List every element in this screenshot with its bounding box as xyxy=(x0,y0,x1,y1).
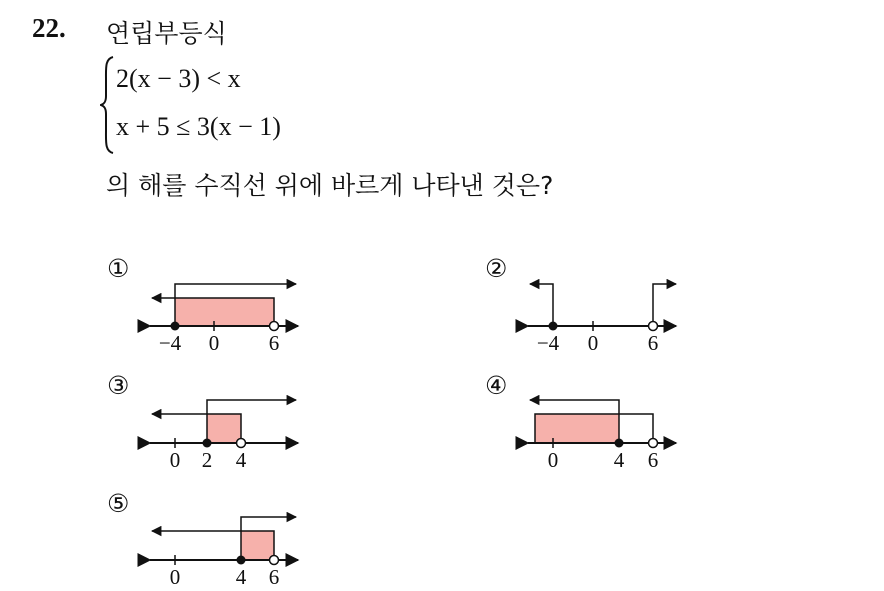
closed-point xyxy=(549,322,558,331)
tick-label: 6 xyxy=(268,565,280,589)
open-point xyxy=(237,439,246,448)
shaded-region xyxy=(207,414,241,443)
open-point xyxy=(649,439,658,448)
option-5-label[interactable]: ⑤ xyxy=(107,489,130,518)
open-point xyxy=(270,556,279,565)
option-3-number-line[interactable] xyxy=(150,400,298,472)
tick-label: −4 xyxy=(158,331,182,355)
option-4-number-line[interactable] xyxy=(528,400,676,472)
tick-label: 0 xyxy=(169,565,181,589)
option-5-number-line[interactable] xyxy=(150,517,298,589)
solution-ray-right xyxy=(653,284,676,326)
solution-ray-left xyxy=(530,284,553,326)
option-3-label[interactable]: ③ xyxy=(107,371,130,400)
tick-label: 6 xyxy=(647,448,659,472)
option-2-label[interactable]: ② xyxy=(485,254,508,283)
tick-label: 6 xyxy=(268,331,280,355)
closed-point xyxy=(615,439,624,448)
tick-label: 6 xyxy=(647,331,659,355)
option-1-number-line[interactable] xyxy=(150,284,298,355)
shaded-region xyxy=(535,414,619,443)
inequality-2: x + 5 ≤ 3(x − 1) xyxy=(116,112,281,141)
tick-label: 0 xyxy=(587,331,599,355)
tick-label: 2 xyxy=(201,448,213,472)
open-point xyxy=(649,322,658,331)
closed-point xyxy=(203,439,212,448)
tick-label: 0 xyxy=(547,448,559,472)
question-text: 의 해를 수직선 위에 바르게 나타낸 것은? xyxy=(106,171,554,200)
tick-label: 4 xyxy=(235,565,247,589)
closed-point xyxy=(171,322,180,331)
tick-label: 0 xyxy=(208,331,220,355)
tick-label: −4 xyxy=(536,331,560,355)
option-2-number-line[interactable] xyxy=(528,284,676,355)
question-stem: 연립부등식 xyxy=(106,19,227,48)
question-number: 22. xyxy=(32,13,66,43)
option-4-label[interactable]: ④ xyxy=(485,371,508,400)
tick-label: 0 xyxy=(169,448,181,472)
option-1-label[interactable]: ① xyxy=(107,254,130,283)
closed-point xyxy=(237,556,246,565)
inequality-1: 2(x − 3) < x xyxy=(116,64,241,93)
tick-label: 4 xyxy=(235,448,247,472)
shaded-region xyxy=(175,298,274,326)
shaded-region xyxy=(241,531,274,560)
tick-label: 4 xyxy=(613,448,625,472)
open-point xyxy=(270,322,279,331)
